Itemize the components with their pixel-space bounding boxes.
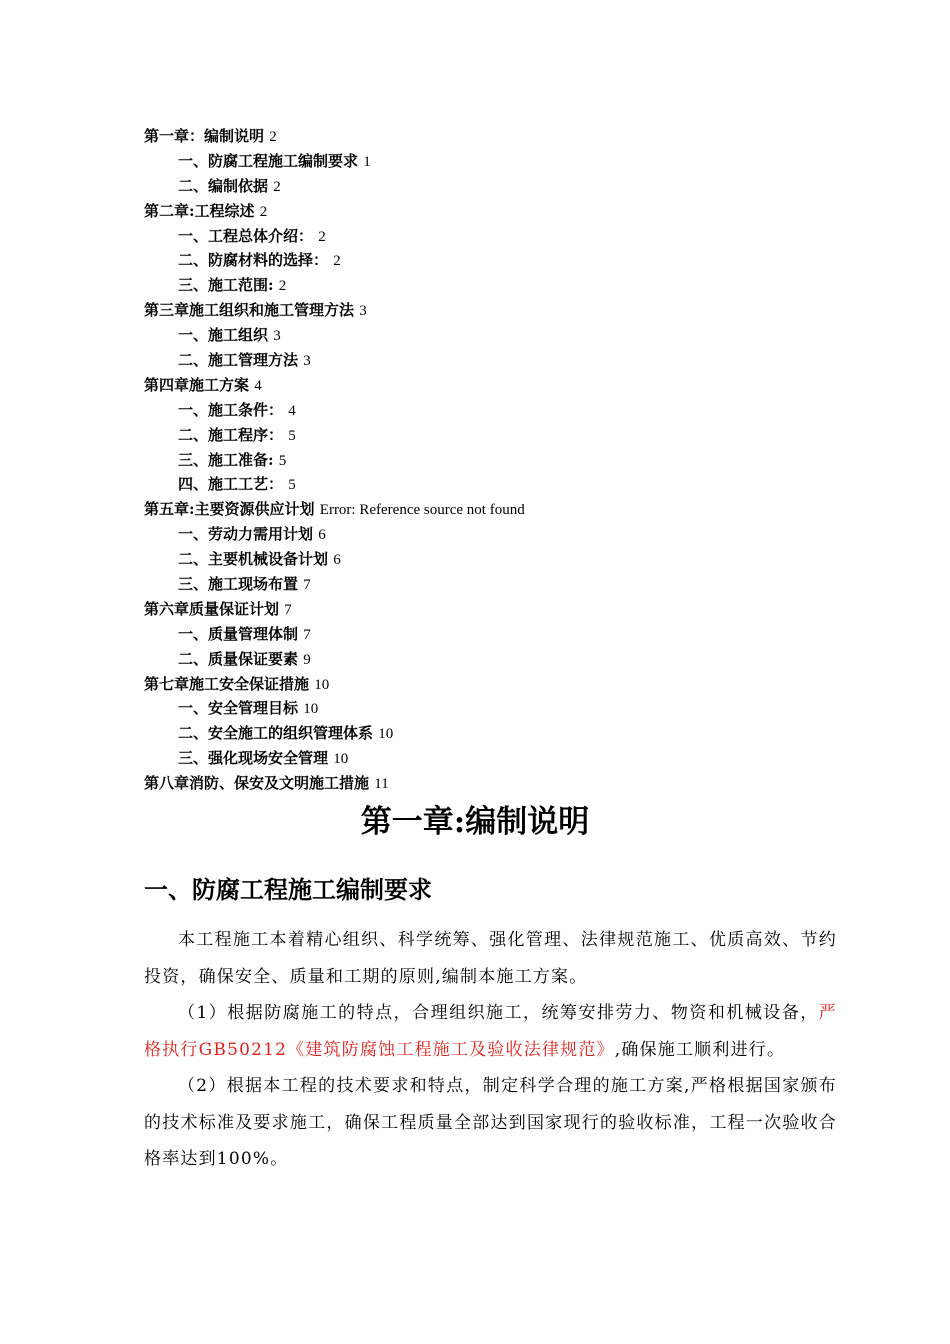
toc-entry-text: 三、施工现场布置 — [178, 575, 299, 594]
toc-entry-page: 7 — [303, 577, 311, 594]
toc-entry[interactable] — [144, 547, 844, 572]
toc-entry[interactable] — [144, 398, 844, 423]
toc-entry[interactable] — [144, 149, 844, 174]
toc-entry-text: 三、强化现场安全管理 — [178, 749, 329, 768]
toc-entry-page: 7 — [284, 601, 292, 618]
toc-entry-text: 二、安全施工的组织管理体系 — [178, 724, 374, 743]
toc-entry-text: 一、安全管理目标 — [178, 699, 299, 718]
toc-entry-text: 二、编制依据 — [178, 176, 269, 195]
toc-entry[interactable] — [144, 423, 844, 448]
toc-entry-text: 二、施工管理方法 — [178, 351, 299, 370]
paragraph-item-1 — [144, 995, 837, 1068]
toc-entry-page: 2 — [278, 278, 287, 295]
toc-entry-page: 7 — [303, 626, 311, 643]
toc-entry[interactable] — [144, 746, 844, 771]
toc-entry[interactable] — [144, 771, 844, 796]
toc-entry-text: 一、施工条件： — [178, 400, 284, 419]
toc-entry[interactable] — [144, 199, 844, 224]
toc-entry[interactable] — [144, 224, 844, 249]
toc-entry[interactable] — [144, 497, 844, 522]
toc-entry[interactable] — [144, 572, 844, 597]
toc-entry-page: 4 — [288, 402, 296, 419]
toc-entry-text: 第一章：编制说明 — [144, 127, 265, 145]
table-of-contents — [144, 124, 844, 796]
toc-entry-text: 一、质量管理体制 — [178, 624, 299, 643]
toc-entry-text: 二、质量保证要素 — [178, 649, 299, 668]
toc-entry-page: 5 — [288, 477, 296, 494]
toc-entry-text: 四、施工工艺： — [178, 475, 284, 494]
toc-entry[interactable] — [144, 298, 844, 323]
toc-entry-page: 2 — [273, 178, 281, 195]
toc-entry[interactable] — [144, 248, 844, 273]
toc-entry-text: 一、防腐工程施工编制要求 — [178, 151, 359, 170]
toc-entry[interactable] — [144, 597, 844, 622]
toc-entry-page: 2 — [259, 203, 268, 220]
toc-entry-text: 第四章施工方案 — [144, 375, 250, 394]
toc-entry-page: 10 — [303, 701, 319, 718]
toc-entry[interactable] — [144, 622, 844, 647]
toc-entry-text: 三、施工准备: — [178, 450, 274, 469]
toc-entry[interactable] — [144, 672, 844, 697]
toc-entry[interactable] — [144, 696, 844, 721]
paragraph-intro: 本工程施工本着精心组织、科学统筹、强化管理、法律规范施工、优质高效、节约投资，确保安全、质量和工期的原则,编制本施工方案。 — [144, 930, 837, 987]
toc-entry-page: 10 — [333, 751, 349, 768]
toc-entry[interactable] — [144, 124, 844, 149]
section-title: 一、防腐工程施工编制要求 — [144, 875, 432, 904]
toc-entry[interactable] — [144, 273, 844, 298]
paragraph-item-1-text-a: （1）根据防腐施工的特点，合理组织施工，统筹安排劳力、物资和机械设备， — [178, 1003, 819, 1023]
toc-entry[interactable] — [144, 472, 844, 497]
toc-entry-page: 3 — [359, 303, 367, 320]
toc-entry-text: 第六章质量保证计划 — [144, 599, 280, 618]
toc-entry-text: 第二章:工程综述 — [144, 201, 255, 220]
toc-entry-text: 一、工程总体介绍： — [178, 226, 314, 245]
toc-entry[interactable] — [144, 647, 844, 672]
toc-entry[interactable] — [144, 174, 844, 199]
toc-entry-page: Error: Reference source not found — [319, 502, 525, 519]
toc-entry-page: 4 — [254, 377, 262, 394]
toc-entry[interactable] — [144, 373, 844, 398]
toc-entry-page: 11 — [374, 776, 389, 793]
toc-entry-text: 二、主要机械设备计划 — [178, 550, 329, 569]
toc-entry-page: 9 — [303, 651, 311, 668]
toc-entry-page: 2 — [269, 129, 277, 145]
paragraph-item-1-text-b: ,确保施工顺利进行。 — [614, 1039, 786, 1060]
toc-entry-text: 三、施工范围: — [178, 276, 274, 295]
toc-entry-text: 一、劳动力需用计划 — [178, 525, 314, 544]
toc-entry-page: 10 — [378, 726, 394, 743]
toc-entry-text: 二、施工程序： — [178, 425, 284, 444]
toc-entry-page: 3 — [273, 328, 281, 345]
toc-entry-page: 5 — [288, 427, 296, 444]
toc-entry[interactable] — [144, 323, 844, 348]
toc-entry-text: 第七章施工安全保证措施 — [144, 674, 310, 693]
toc-entry-page: 1 — [363, 153, 371, 170]
toc-entry-text: 二、防腐材料的选择： — [178, 251, 329, 270]
toc-entry-text: 第三章施工组织和施工管理方法 — [144, 301, 355, 320]
body-text — [144, 922, 837, 1178]
toc-entry[interactable] — [144, 348, 844, 373]
toc-entry-text: 第八章消防、保安及文明施工措施 — [144, 774, 370, 793]
standard-reference: 严格执行GB50212《建筑防腐蚀工程施工及验收法律规范》 — [144, 1003, 837, 1060]
toc-entry[interactable] — [144, 448, 844, 473]
toc-entry-text: 第五章:主要资源供应计划 — [144, 500, 315, 519]
toc-entry-page: 2 — [333, 253, 341, 270]
toc-entry-page: 6 — [333, 552, 341, 569]
toc-entry-page: 10 — [314, 676, 330, 693]
toc-entry-page: 3 — [303, 353, 311, 370]
toc-entry-page: 5 — [278, 452, 287, 469]
paragraph-item-2: （2）根据本工程的技术要求和特点，制定科学合理的施工方案,严格根据国家颁布的技术标准及要求施工，确保工程质量全部达到国家现行的验收标准，工程一次验收合格率达到100%。 — [144, 1076, 837, 1169]
toc-entry[interactable] — [144, 522, 844, 547]
toc-entry-page: 2 — [318, 228, 326, 245]
toc-entry[interactable] — [144, 721, 844, 746]
chapter-title: 第一章:编制说明 — [360, 804, 590, 840]
toc-entry-text: 一、施工组织 — [178, 326, 269, 345]
toc-entry-page: 6 — [318, 527, 326, 544]
